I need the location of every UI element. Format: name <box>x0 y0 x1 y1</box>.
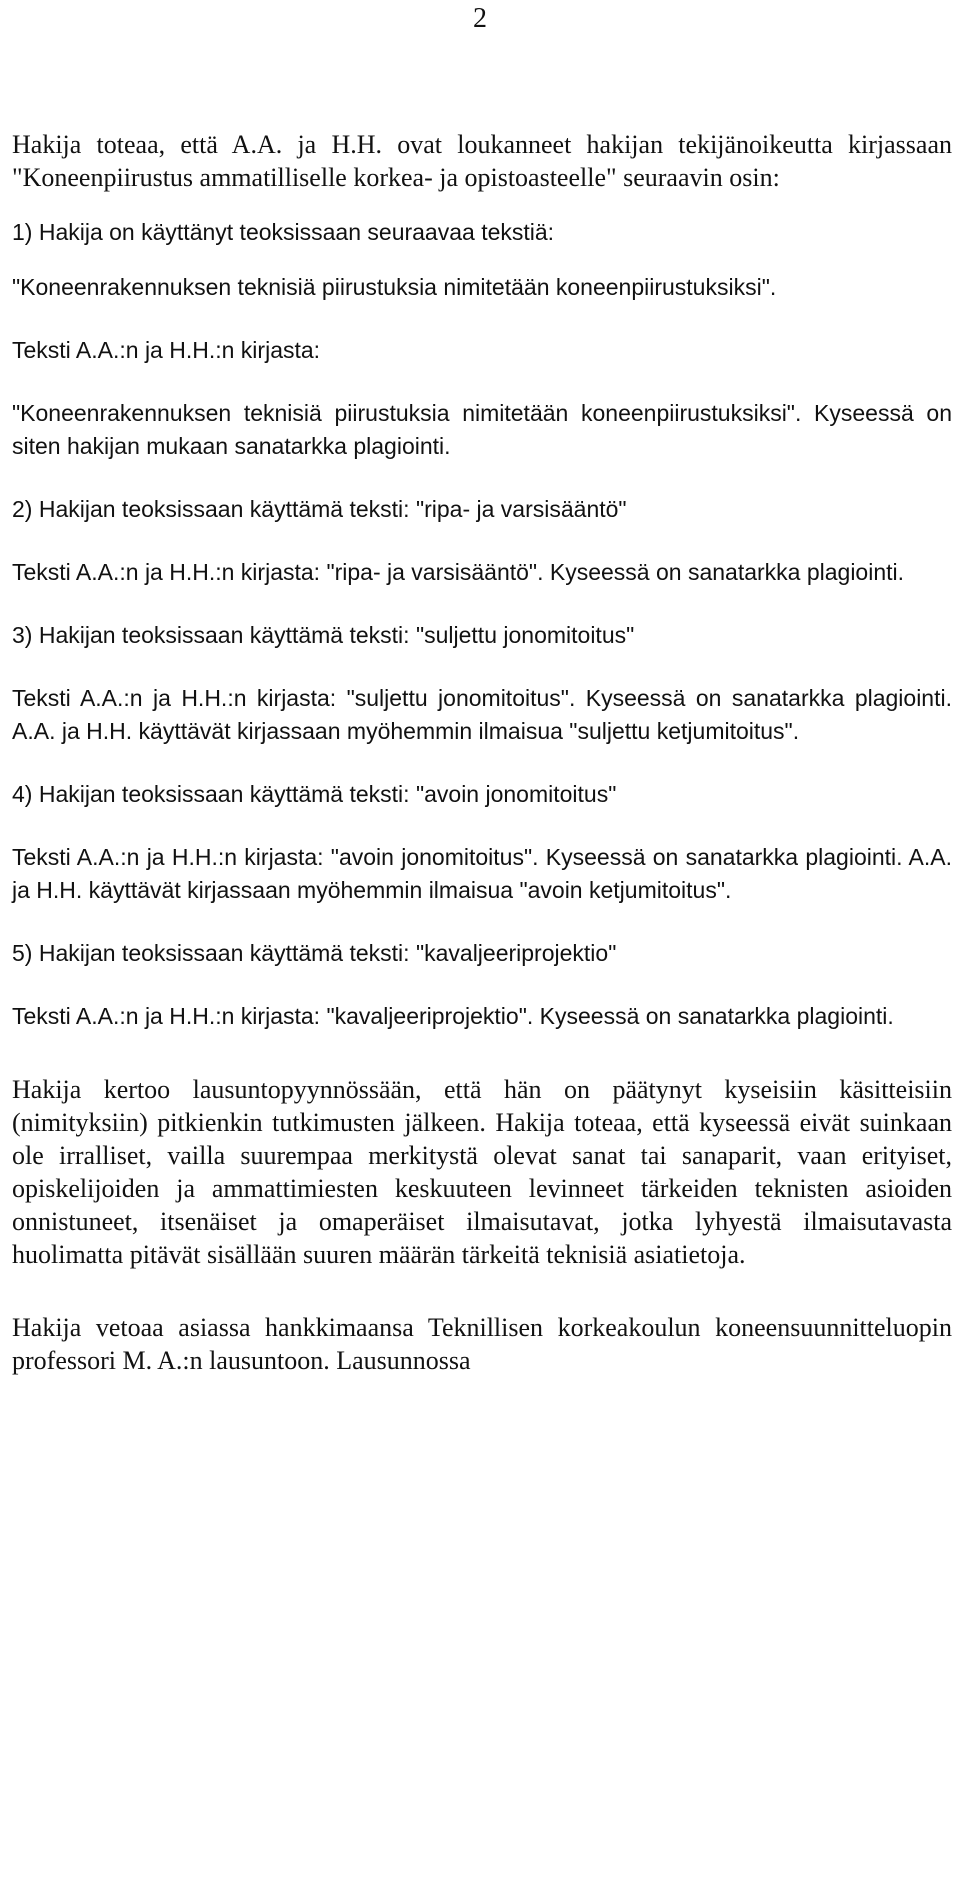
item1-source: Teksti A.A.:n ja H.H.:n kirjasta: <box>12 337 321 363</box>
page-number: 2 <box>473 3 487 34</box>
item2-comparison: Teksti A.A.:n ja H.H.:n kirjasta: "ripa- ja varsisääntö". Kyseessä on sanatarkka plagiointi. <box>12 559 905 585</box>
item5-comparison: Teksti A.A.:n ja H.H.:n kirjasta: "kavaljeeriprojektio". Kyseessä on sanatarkka plagiointi. <box>12 1003 894 1029</box>
item3-comparison: Teksti A.A.:n ja H.H.:n kirjasta: "suljettu jonomitoitus". Kyseessä on sanatarkka plagiointi. A.A. ja H.H. käyttävät kirjassaan myöhemmin ilmaisua "suljettu ketjumitoitus". <box>12 685 952 744</box>
document-body <box>12 128 952 1377</box>
intro-paragraph: Hakija toteaa, että A.A. ja H.H. ovat loukanneet hakijan tekijänoikeutta kirjassaan "Koneenpiirustus ammatilliselle korkea- ja opistoasteelle" seuraavin osin: <box>12 130 952 192</box>
item2-heading: 2) Hakijan teoksissaan käyttämä teksti: "ripa- ja varsisääntö" <box>12 496 627 522</box>
item5-heading: 5) Hakijan teoksissaan käyttämä teksti: "kavaljeeriprojektio" <box>12 940 617 966</box>
item1-comparison: "Koneenrakennuksen teknisiä piirustuksia nimitetään koneenpiirustuksiksi". Kyseessä on siten hakijan mukaan sanatarkka plagiointi. <box>12 400 952 459</box>
statement-paragraph: Hakija kertoo lausuntopyynnössään, että hän on päätynyt kyseisiin käsitteisiin (nimityksiin) pitkienkin tutkimusten jälkeen. Hakija toteaa, että kyseessä eivät suinkaan ole irralliset, vailla suurempaa merkitystä olevat sanat tai sanaparit, vaan erityiset, opiskelijoiden ja ammattimiesten keskuuteen levinneet tärkeiden teknisten asioiden onnistuneet, itsenäiset ja omaperäiset ilmaisutavat, jotka lyhyestä ilmaisutavasta huolimatta pitävät sisällään suuren määrän tärkeitä teknisiä asiatietoja. <box>12 1075 952 1269</box>
item3-heading: 3) Hakijan teoksissaan käyttämä teksti: "suljettu jonomitoitus" <box>12 622 635 648</box>
item4-comparison: Teksti A.A.:n ja H.H.:n kirjasta: "avoin jonomitoitus". Kyseessä on sanatarkka plagiointi. A.A. ja H.H. käyttävät kirjassaan myöhemmin ilmaisua "avoin ketjumitoitus". <box>12 844 952 903</box>
item1-heading: 1) Hakija on käyttänyt teoksissaan seuraavaa tekstiä: <box>12 219 555 245</box>
item1-quote: "Koneenrakennuksen teknisiä piirustuksia nimitetään koneenpiirustuksiksi". <box>12 274 777 300</box>
closing-paragraph: Hakija vetoaa asiassa hankkimaansa Teknillisen korkeakoulun koneensuunnitteluopin professori M. A.:n lausuntoon. Lausunnossa <box>12 1313 952 1375</box>
item4-heading: 4) Hakijan teoksissaan käyttämä teksti: "avoin jonomitoitus" <box>12 781 617 807</box>
